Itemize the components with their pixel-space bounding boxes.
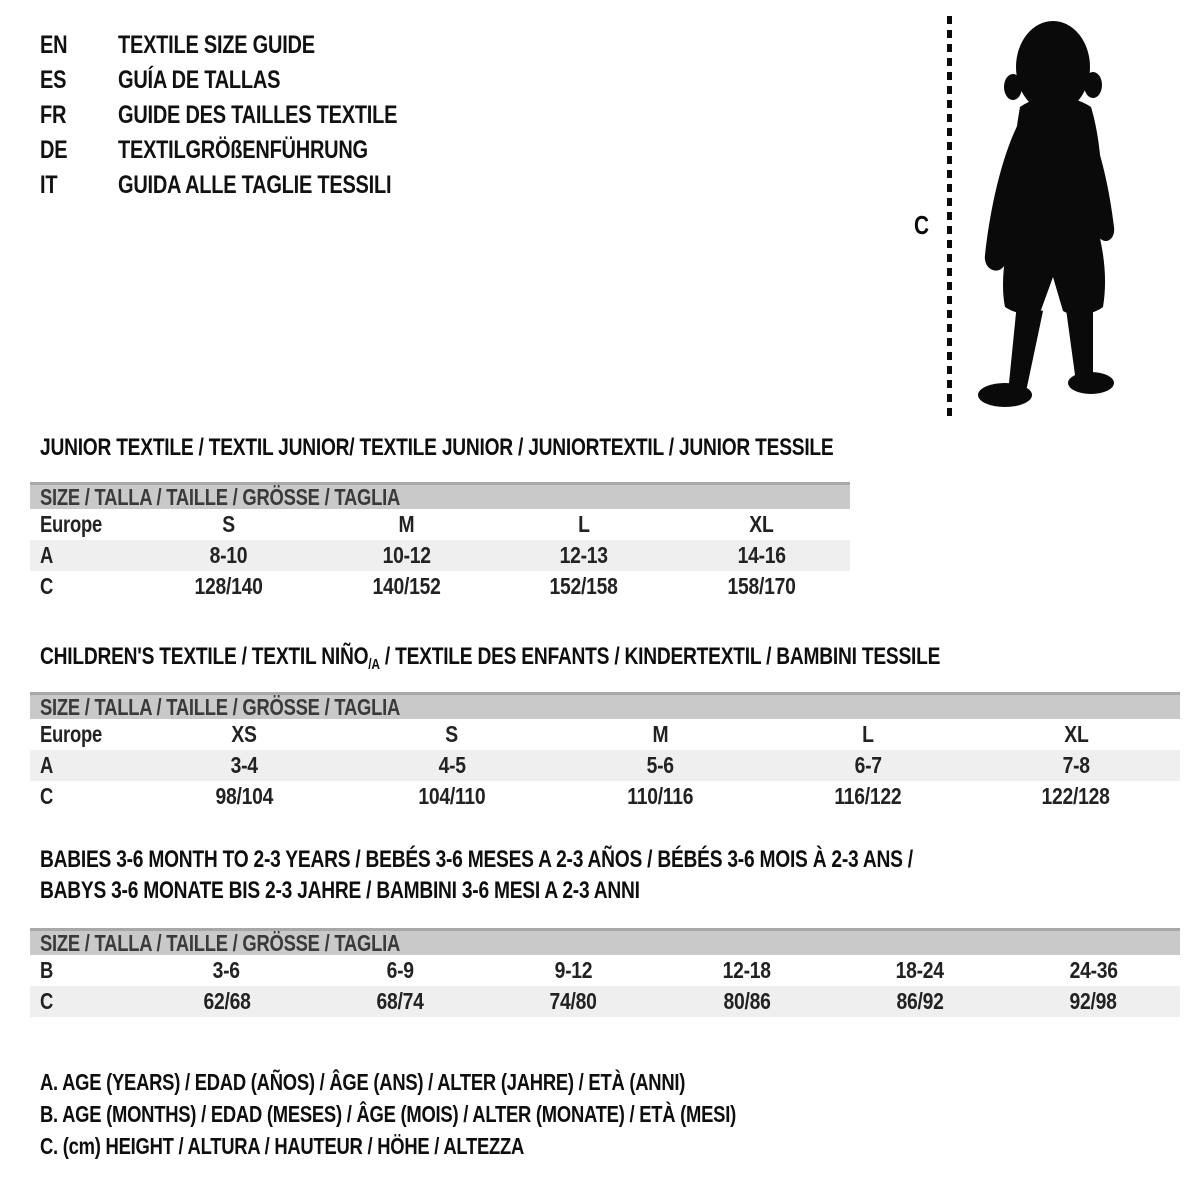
table-row-c	[30, 781, 1180, 812]
size-cell: 7-8	[1062, 752, 1090, 778]
size-cell: 74/80	[549, 988, 597, 1014]
size-cell: S	[445, 721, 459, 747]
language-title: TEXTILGRÖßENFÜHRUNG	[118, 136, 368, 164]
size-cell: M	[652, 721, 668, 747]
measurement-legend	[40, 1066, 910, 1162]
size-cell: 152/158	[549, 573, 618, 599]
language-title-list	[40, 28, 467, 203]
table-row-c	[30, 986, 1180, 1017]
size-cell: 5-6	[646, 752, 674, 778]
size-cell: 140/152	[372, 573, 441, 599]
table-row-c	[30, 571, 850, 602]
size-cell: 62/68	[203, 988, 251, 1014]
row-label: C	[40, 573, 54, 599]
size-table-babies	[30, 928, 1180, 1017]
language-row	[40, 98, 467, 133]
size-cell: 92/98	[1069, 988, 1117, 1014]
size-cell: 18-24	[895, 957, 945, 983]
row-label: Europe	[40, 511, 102, 537]
legend-line-c: C. (cm) HEIGHT / ALTURA / HAUTEUR / HÖHE / ALTEZZA	[40, 1132, 525, 1159]
language-row	[40, 28, 467, 63]
row-label: C	[40, 783, 54, 809]
row-label: Europe	[40, 721, 102, 747]
size-cell: 104/110	[418, 783, 486, 809]
language-title: GUIDA ALLE TAGLIE TESSILI	[118, 171, 392, 199]
language-title: TEXTILE SIZE GUIDE	[118, 31, 315, 59]
toddler-silhouette-icon	[965, 14, 1140, 416]
nino-a-subscript: /A	[368, 656, 380, 673]
size-cell: 3-6	[213, 957, 241, 983]
language-title: GUÍA DE TALLAS	[118, 66, 281, 94]
table-row-a	[30, 540, 850, 571]
legend-line-a: A. AGE (YEARS) / EDAD (AÑOS) / ÂGE (ANS) / ALTER (JAHRE) / ETÀ (ANNI)	[40, 1068, 686, 1095]
size-cell: 12-18	[722, 957, 771, 983]
size-cell: 110/116	[627, 783, 693, 809]
size-cell: 128/140	[194, 573, 263, 599]
table-row-b	[30, 955, 1180, 986]
legend-line-b: B. AGE (MONTHS) / EDAD (MESES) / ÂGE (MOIS) / ALTER (MONATE) / ETÀ (MESI)	[40, 1100, 736, 1127]
language-row	[40, 63, 467, 98]
size-cell: 80/86	[723, 988, 771, 1014]
height-measure-dashed-line	[947, 16, 952, 416]
language-code: ES	[40, 66, 67, 94]
size-cell: 10-12	[382, 542, 431, 568]
size-cell: 122/128	[1041, 783, 1111, 809]
size-cell: 14-16	[737, 542, 786, 568]
size-cell: 116/122	[834, 783, 902, 809]
table-row-europe	[30, 509, 850, 540]
size-header-bar: SIZE / TALLA / TAILLE / GRÖSSE / TAGLIA	[30, 692, 1180, 719]
size-cell: 98/104	[215, 783, 273, 809]
section-title-children: CHILDREN'S TEXTILE / TEXTIL $NIÑO_{/A}$ / TEXTILE DES ENFANTS / KINDERTEXTIL / BAMBINI TESSILE	[40, 643, 941, 673]
size-cell: 24-36	[1069, 957, 1118, 983]
row-label: A	[40, 542, 54, 568]
size-cell: XL	[1063, 721, 1089, 747]
language-code: EN	[40, 31, 68, 59]
size-cell: L	[862, 721, 874, 747]
row-label: C	[40, 988, 54, 1014]
size-cell: 3-4	[230, 752, 258, 778]
size-cell: XS	[231, 721, 257, 747]
row-label: A	[40, 752, 54, 778]
language-code: FR	[40, 101, 67, 129]
size-cell: S	[222, 511, 236, 537]
size-cell: 4-5	[438, 752, 466, 778]
size-cell: 9-12	[554, 957, 593, 983]
size-cell: XL	[749, 511, 774, 537]
measure-label-c: C	[914, 210, 929, 240]
language-code: DE	[40, 136, 68, 164]
language-row	[40, 168, 467, 203]
row-label: B	[40, 957, 54, 983]
size-table-junior	[30, 482, 850, 602]
size-header-bar: SIZE / TALLA / TAILLE / GRÖSSE / TAGLIA	[30, 482, 850, 509]
size-cell: M	[398, 511, 415, 537]
size-cell: 158/170	[727, 573, 796, 599]
language-title: GUIDE DES TAILLES TEXTILE	[118, 101, 398, 129]
size-table-children	[30, 692, 1180, 812]
section-title-babies: BABIES 3-6 MONTH TO 2-3 YEARS / BEBÉS 3-6 MESES A 2-3 AÑOS / BÉBÉS 3-6 MOIS À 2-3 ANS / BABYS 3-6 MONATE BIS 2-3 JAHRE / BAMBINI 3-6 MESI A 2-3 ANNI	[40, 846, 913, 904]
section-title-junior: JUNIOR TEXTILE / TEXTIL JUNIOR/ TEXTILE JUNIOR / JUNIORTEXTIL / JUNIOR TESSILE	[40, 434, 834, 461]
size-cell: 12-13	[559, 542, 608, 568]
size-cell: L	[577, 511, 590, 537]
size-cell: 86/92	[896, 988, 944, 1014]
table-row-europe	[30, 719, 1180, 750]
table-row-a	[30, 750, 1180, 781]
size-cell: 6-9	[386, 957, 414, 983]
language-row	[40, 133, 467, 168]
language-code: IT	[40, 171, 58, 199]
size-cell: 6-7	[854, 752, 882, 778]
size-cell: 68/74	[376, 988, 424, 1014]
size-cell: 8-10	[209, 542, 248, 568]
size-header-bar: SIZE / TALLA / TAILLE / GRÖSSE / TAGLIA	[30, 928, 1180, 955]
